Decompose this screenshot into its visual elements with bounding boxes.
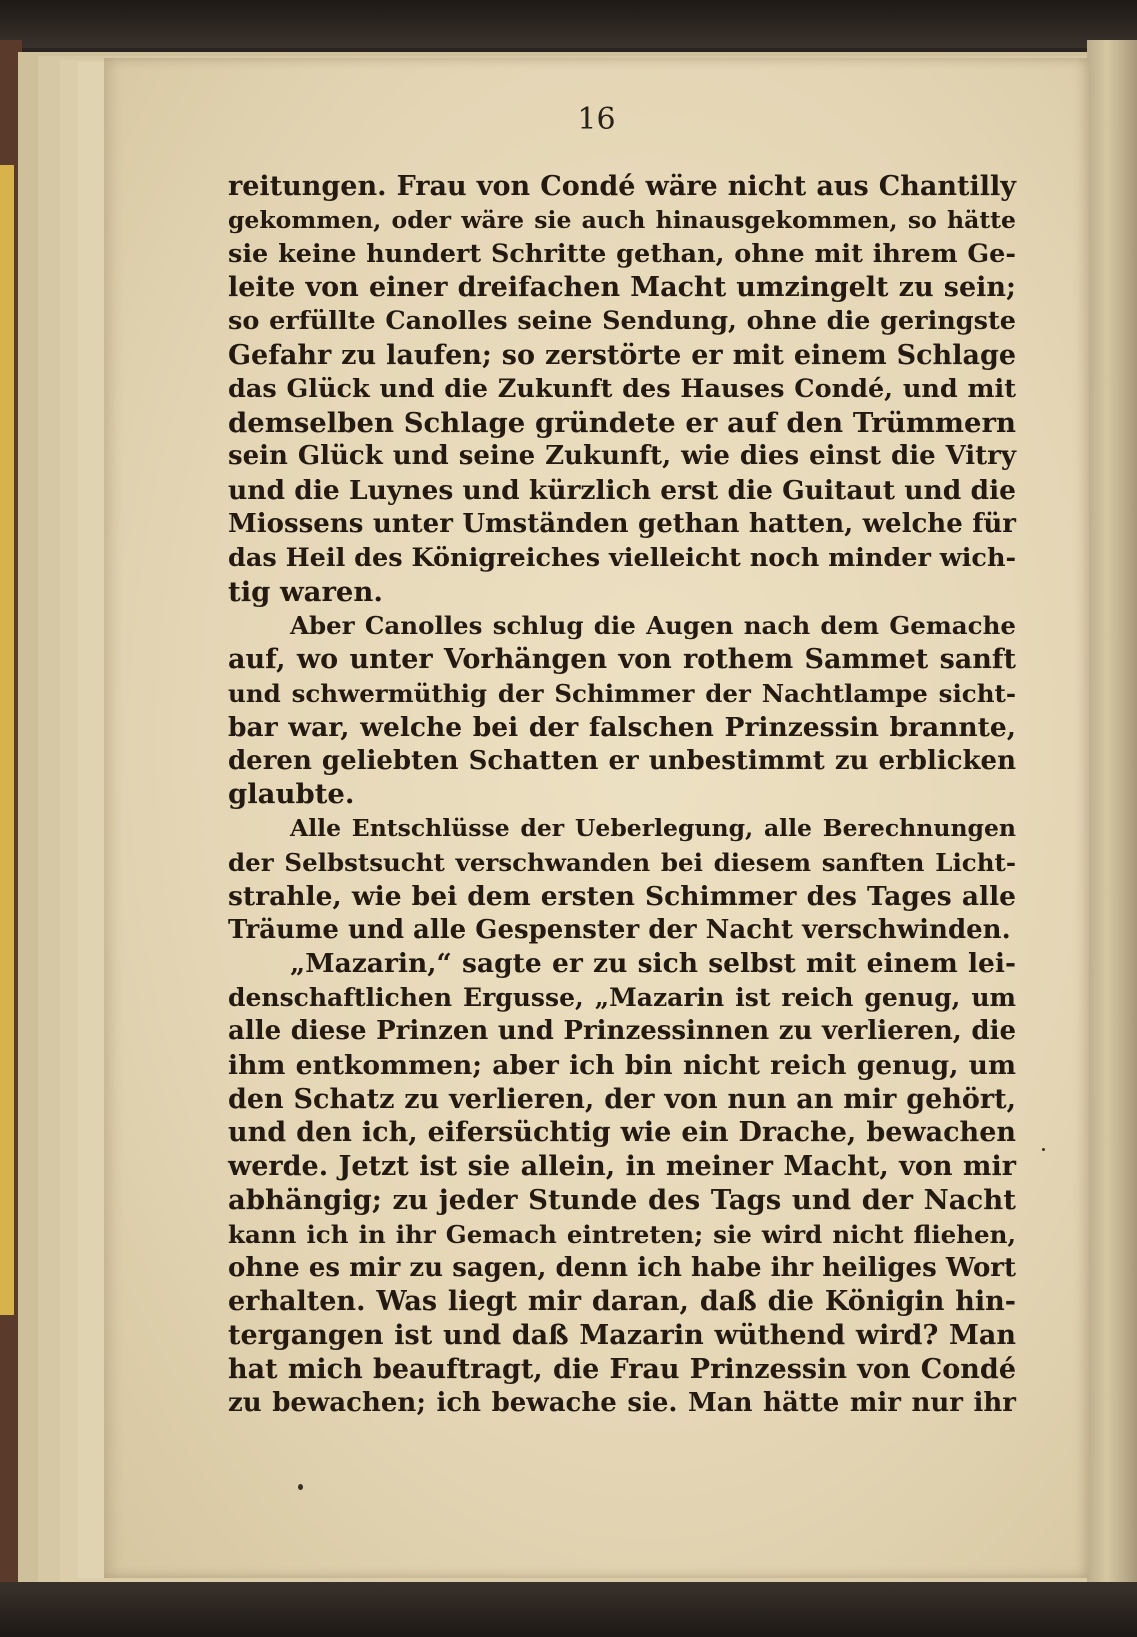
text-line: der Selbstsucht verschwanden bei diesem sanften Licht- xyxy=(228,847,1016,877)
text-line: ihm entkommen; aber ich bin nicht reich genug, um xyxy=(228,1049,1016,1081)
text-line: Gefahr zu laufen; so zerstörte er mit einem Schlage xyxy=(228,339,1016,371)
text-line: gekommen, oder wäre sie auch hinausgekommen, so hätte xyxy=(228,205,1016,234)
text-line: und die Luynes und kürzlich erst die Guitaut und die xyxy=(228,475,1016,507)
text-line: deren geliebten Schatten er unbestimmt zu erblicken xyxy=(228,745,1016,776)
text-line: und den ich, eifersüchtig wie ein Drache, bewachen xyxy=(228,1117,1016,1149)
text-line: sie keine hundert Schritte gethan, ohne mit ihrem Ge- xyxy=(228,238,1016,269)
text-line: so erfüllte Canolles seine Sendung, ohne die geringste xyxy=(228,306,1016,337)
book-page xyxy=(104,58,1089,1578)
text-line: strahle, wie bei dem ersten Schimmer des Tages alle xyxy=(228,880,1016,912)
text-line: und schwermüthig der Schimmer der Nachtlampe sicht- xyxy=(228,678,1016,708)
text-line: das Heil des Königreiches vielleicht noch minder wich- xyxy=(228,542,1017,573)
text-line: „Mazarin,“ sagte er zu sich selbst mit einem lei- xyxy=(290,948,1016,980)
page-text xyxy=(228,170,1016,1420)
text-line: abhängig; zu jeder Stunde des Tags und der Nacht xyxy=(228,1183,1016,1216)
text-line: alle diese Prinzen und Prinzessinnen zu verlieren, die xyxy=(228,1015,1016,1046)
text-line: Miossens unter Umständen gethan hatten, welche für xyxy=(228,508,1016,539)
ink-speck xyxy=(1042,1148,1045,1151)
text-line: bar war, welche bei der falschen Prinzessin brannte, xyxy=(228,711,1016,743)
text-line: auf, wo unter Vorhängen von rothem Sammet sanft xyxy=(228,644,1016,676)
ink-speck xyxy=(298,1484,303,1490)
text-line: den Schatz zu verlieren, der von nun an mir gehört, xyxy=(228,1083,1016,1115)
facing-page-edge xyxy=(1087,40,1137,1600)
text-line: Alle Entschlüsse der Ueberlegung, alle Berechnungen xyxy=(290,814,1016,843)
text-line: tig waren. xyxy=(228,575,383,608)
text-line: hat mich beauftragt, die Frau Prinzessin von Condé xyxy=(228,1353,1016,1385)
text-line: ohne es mir zu sagen, denn ich habe ihr heiliges Wort xyxy=(228,1252,1016,1283)
text-line: reitungen. Frau von Condé wäre nicht aus Chantilly xyxy=(228,171,1016,202)
text-line: kann ich in ihr Gemach eintreten; sie wird nicht fliehen, xyxy=(228,1219,1016,1249)
text-line: das Glück und die Zukunft des Hauses Condé, und mit xyxy=(228,373,1016,404)
text-line: denschaftlichen Ergusse, „Mazarin ist reich genug, um xyxy=(228,983,1016,1013)
text-line: tergangen ist und daß Mazarin wüthend wird? Man xyxy=(228,1320,1016,1352)
text-line: werde. Jetzt ist sie allein, in meiner Macht, von mir xyxy=(228,1151,1016,1183)
text-line: demselben Schlage gründete er auf den Trümmern xyxy=(228,406,1016,439)
text-line: erhalten. Was liegt mir daran, daß die Königin hin- xyxy=(228,1286,1016,1318)
page-number: 16 xyxy=(577,102,616,137)
book-cover-bottom xyxy=(0,1582,1137,1637)
book-cover-top xyxy=(0,0,1137,48)
text-line: leite von einer dreifachen Macht umzingelt zu sein; xyxy=(228,272,1016,304)
text-line: Träume und alle Gespenster der Nacht verschwinden. xyxy=(228,914,1011,945)
text-line: Aber Canolles schlug die Augen nach dem Gemache xyxy=(290,611,1016,641)
text-line: glaubte. xyxy=(228,778,355,811)
text-line: sein Glück und seine Zukunft, wie dies einst die Vitry xyxy=(228,441,1016,472)
cover-edge xyxy=(0,165,14,1315)
text-line: zu bewachen; ich bewache sie. Man hätte mir nur ihr xyxy=(228,1387,1016,1418)
